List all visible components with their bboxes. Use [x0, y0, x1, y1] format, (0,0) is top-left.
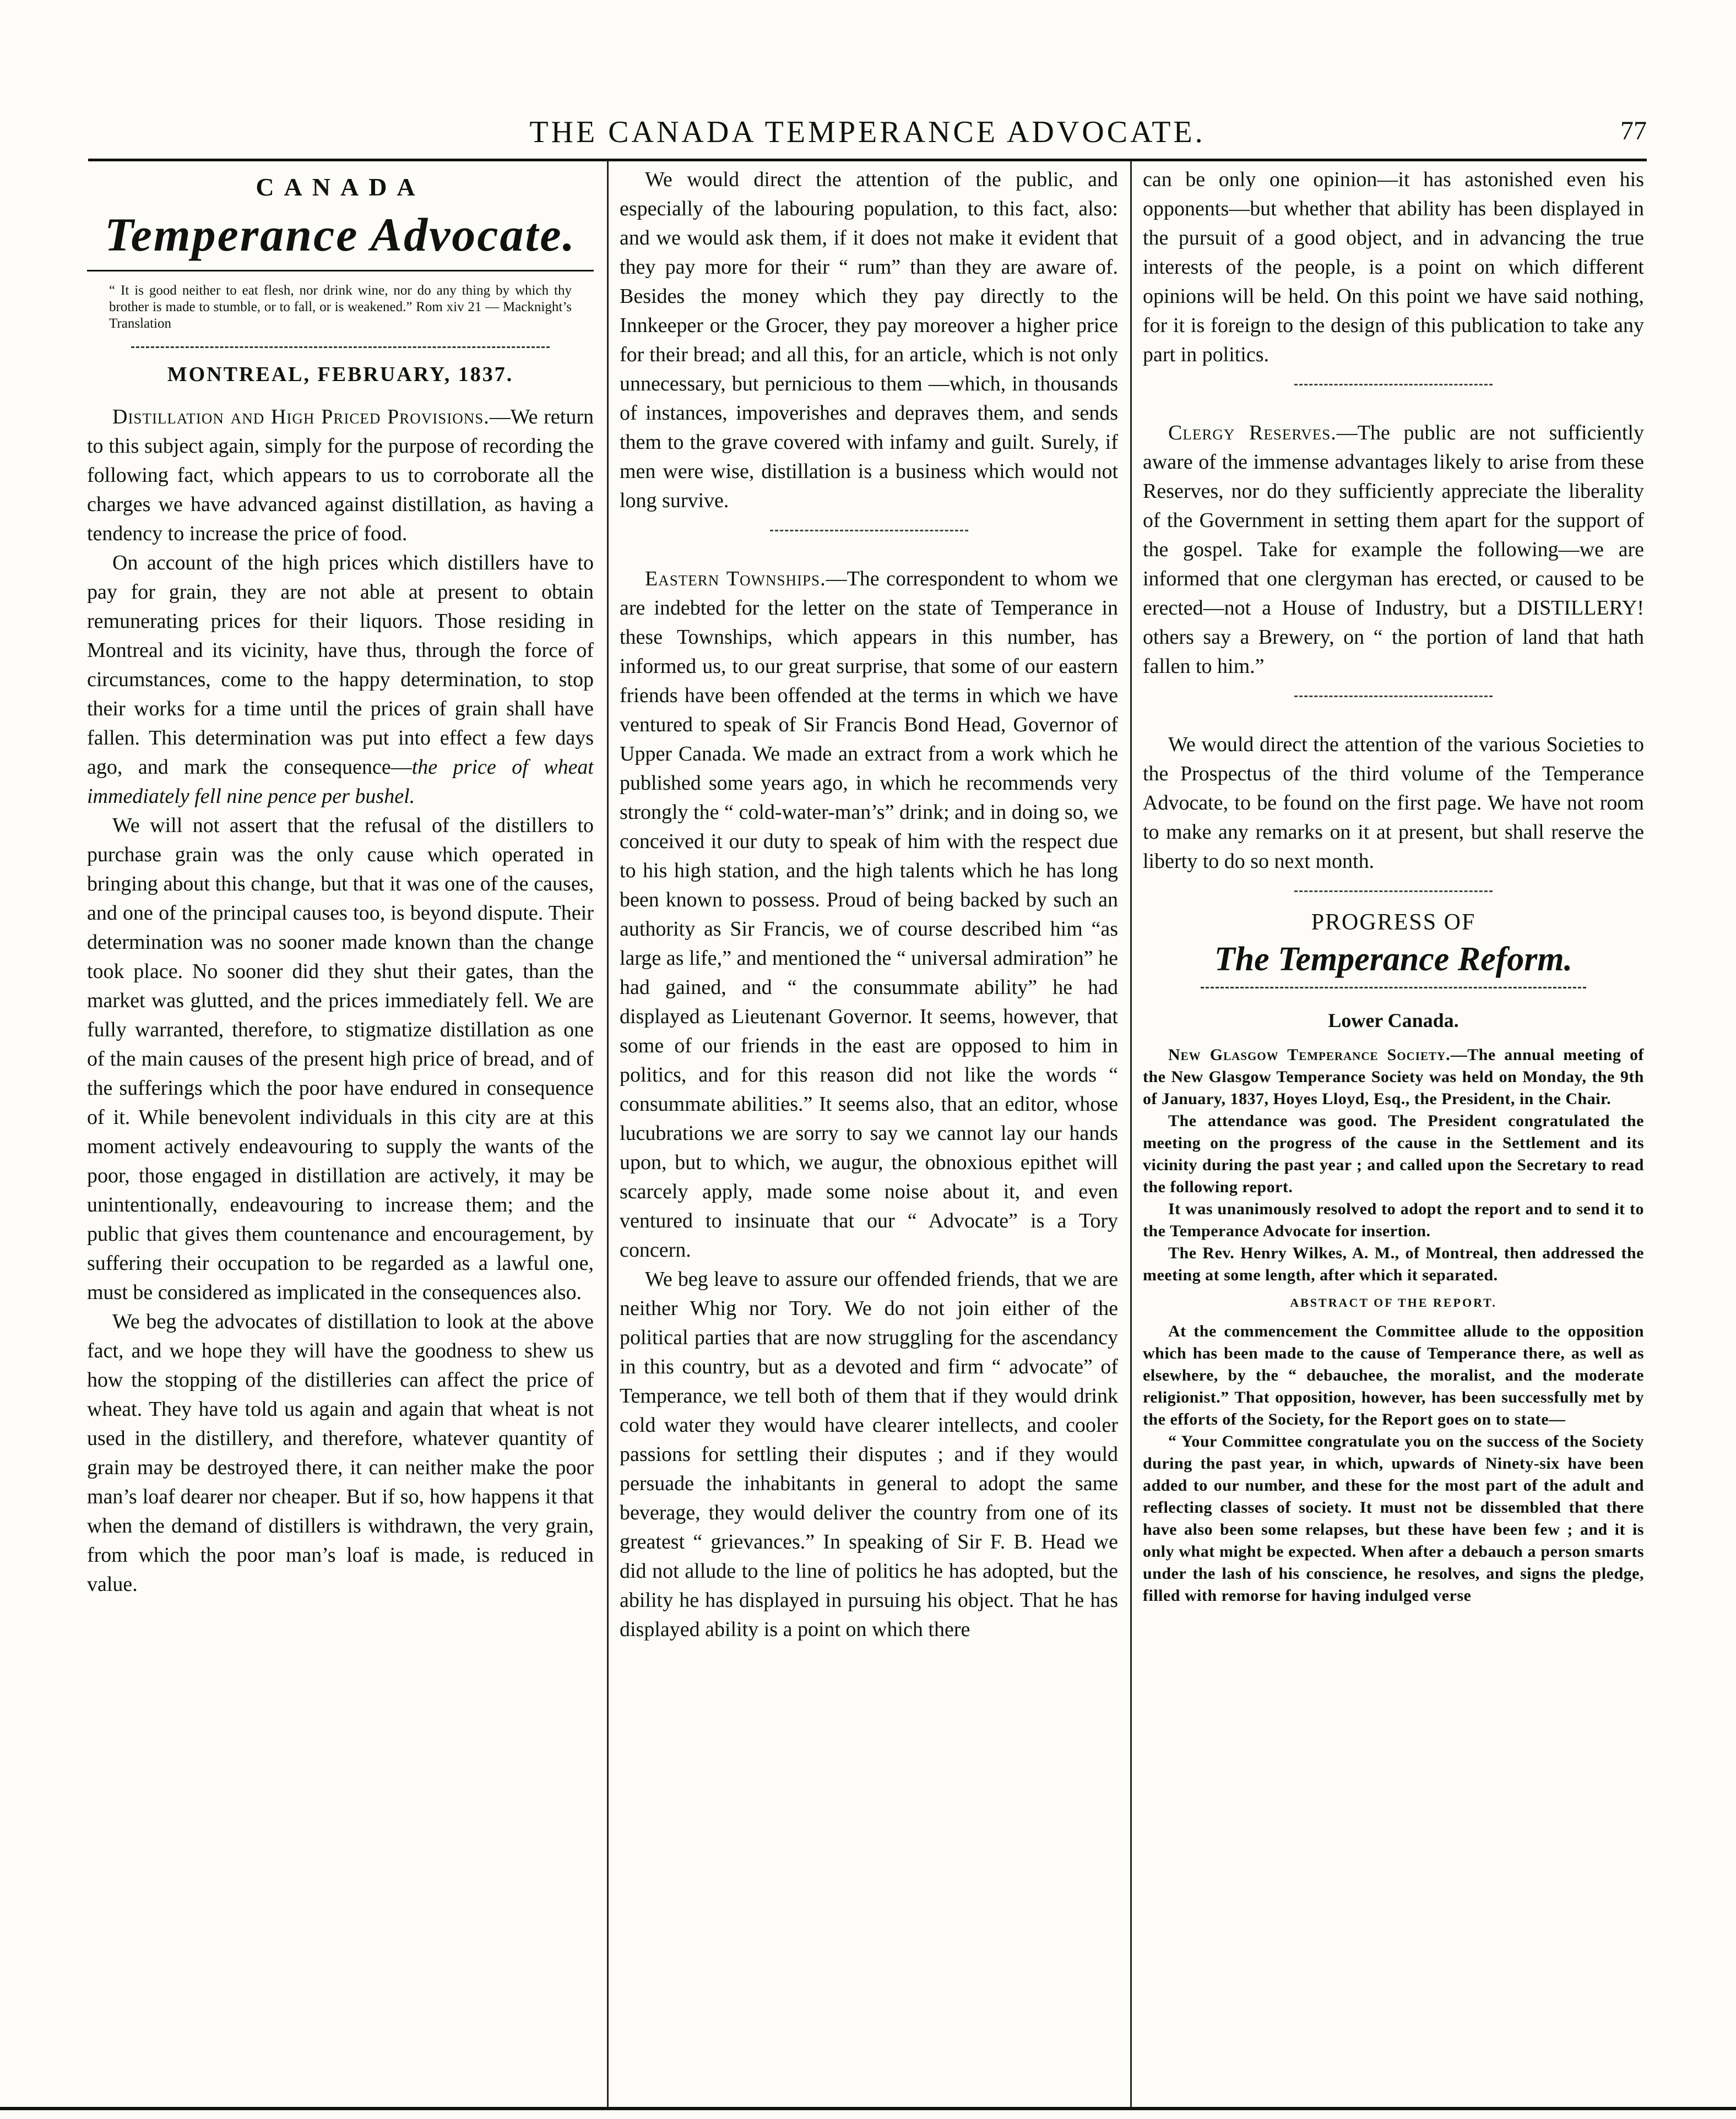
running-header: [88, 110, 1647, 160]
section-divider: [1294, 384, 1493, 385]
progress-heading: PROGRESS OF: [1311, 910, 1476, 935]
column-2: [620, 165, 1118, 2104]
report-paragraph-1: [1143, 1044, 1644, 1110]
column-divider-2: [1130, 161, 1132, 2107]
column-1: [87, 165, 594, 2104]
article-distillation-p1-text: —We return to this subject again, simply for the purpose of recording the following fact, which appears to us to corroborate all the charges we have advanced against distillation, as having a tendency to increase the price of food.: [87, 405, 594, 545]
article-labouring-population: We would direct the attention of the public, and especially of the labouring population, to this fact, also: and we would ask them, if it does not make it evident that they pay more for their “ rum” than they are aware of. Besides the money which they pay directly to the Innkeeper or the Grocer, they pay moreover a higher price for their bread; and all this, for an article, which is not only unnecessary, but pernicious to them —which, in thousands of instances, impoverishes and depraves them, and sends them to the grave covered with infamy and guilt. Surely, if men were wise, distillation is a business which would not long survive.: [620, 168, 1118, 512]
masthead-title: Temperance Advocate.: [104, 208, 577, 261]
report-new-glasgow: [1143, 1044, 1644, 1607]
article-distillation-p2-italic: the price of wheat immediately fell nine pence per bushel.: [87, 756, 594, 808]
column-divider-1: [607, 161, 609, 2107]
article-clergy-reserves: [1143, 419, 1644, 681]
progress-title: The Temperance Reform.: [1214, 941, 1573, 978]
article-clergy-reserves-text: —The public are not sufficiently aware of the immense advantages likely to arise from these Reserves, nor do they sufficiently appreciate the liberality of the Government in setting them apart for the support of the gospel. Take for example the following—we are informed that one clergyman has erected, or caused to be erected—not a House of Industry, but a DISTILLERY! others say a Brewery, on “ the portion of land that hath fallen to him.”: [1143, 421, 1644, 678]
article-prospectus-notice: We would direct the attention of the various Societies to the Prospectus of the third volume of the Temperance Advocate, to be found on the first page. We have not room to make any remarks on it at present, but shall reserve the liberty to do so next month.: [1143, 733, 1644, 873]
report-paragraph-1-text: —The annual meeting of the New Glasgow Temperance Society was held on Monday, the 9th of January, 1837, Hoyes Lloyd, Esq., the President, in the Chair.: [1143, 1046, 1644, 1108]
article-distillation-p2: [87, 548, 594, 811]
article-continued: can be only one opinion—it has astonished even his opponents—but whether that ability has been displayed in the pursuit of a good object, and in advancing the true interests of the people, is a point on which different opinions will be held. On this point we have said nothing, for it is foreign to the design of this publication to take any part in politics.: [1143, 168, 1644, 366]
region-heading: Lower Canada.: [1328, 1009, 1459, 1031]
header-rule: [88, 159, 1647, 161]
progress-dashed-rule: [1201, 987, 1586, 988]
article-eastern-townships-p1-text: —The correspondent to whom we are indebted for the letter on the state of Temperance in these Townships, which appears in this number, has informed us, to our great surprise, that some of our eastern friends have been offended at the terms in which we have ventured to speak of Sir Francis Bond Head, Governor of Upper Canada. We made an extract from a work which he published some years ago, in which he recommends very strongly the “ cold-water-man’s” drink; and in doing so, we conceived it our duty to speak of him with the respect due to his high station, and the high talents which he has long been known to possess. Proud of being backed by such an authority as Sir Francis, we of course described him “as large as life,” and mentioned the “ universal admiration” he had gained, and “ the consummate ability” he had displayed as Lieutenant Governor. It seems, however, that some of our friends in the east are opposed to him in politics, and for this reason did not like the words “ consummate abilities.” It seems also, that an editor, whose lucubrations we are sorry to say we cannot lay our hands upon, but to which, we augur, the obnoxious epithet will scarcely apply, made some noise about it, and even ventured to insinuate that our “ Advocate” is a Tory concern.: [620, 567, 1118, 1262]
article-distillation-p2-text: On account of the high prices which distillers have to pay for grain, they are not able at present to obtain remunerating prices for their liquors. Those residing in Montreal and its vicinity, have thus, through the force of circumstances, come to the happy determination, to stop their works for a time until the prices of grain shall have fallen. This determination was put into effect a few days ago, and mark the consequence—: [87, 551, 594, 779]
report-paragraph-5: At the commencement the Committee allude to the opposition which has been made to the cause of Temperance there, as well as elsewhere, by the “ debauchee, the moralist, and the moderate religionist.” That opposition, however, has been successfully met by the efforts of the Society, for the Report goes on to state—: [1143, 1322, 1644, 1428]
report-paragraph-3: It was unanimously resolved to adopt the report and to send it to the Temperance Advocate for insertion.: [1143, 1200, 1644, 1240]
masthead-canada: CANADA: [256, 173, 425, 201]
article-distillation-p3: We will not assert that the refusal of the distillers to purchase grain was the only cause which operated in bringing about this change, but that it was one of the causes, and one of the principal causes too, is beyond dispute. Their determination was no sooner made known than the change took place. No sooner did they shut their gates, than the market was glutted, and the prices immediately fell. We are fully warranted, therefore, to stigmatize distillation as one of the main causes of the present high price of bread, and of the sufferings which the poor have endured in consequence of it. While benevolent individuals in this city are at this moment actively endeavouring to supply the wants of the poor, those engaged in distillation are actively, it may be unintentionally, endeavouring to increase them; and the public that gives them countenance and encouragement, by suffering their occupation to be regarded as a lawful one, must be considered as implicated in the consequences also.: [87, 814, 594, 1304]
section-divider: [1294, 890, 1493, 892]
page-header-title: THE CANADA TEMPERANCE ADVOCATE.: [529, 115, 1206, 149]
report-paragraph-2: The attendance was good. The President congratulated the meeting on the progress of the cause in the Settlement and its vicinity during the past year ; and called upon the Secretary to read the following report.: [1143, 1112, 1644, 1196]
section-divider: [1294, 696, 1493, 697]
column-3: [1143, 165, 1644, 2104]
report-paragraph-6: “ Your Committee congratulate you on the success of the Society during the past year, in which, upwards of Ninety-six have been added to our number, and these for the most part of the adult and reflecting classes of society. It must not be dissembled that there have also been some relapses, but these have been few ; and it is only what might be expected. When after a debauch a person smarts under the lash of his conscience, he resolves, and signs the pledge, filled with remorse for having indulged verse: [1143, 1432, 1644, 1605]
page-bottom-rule: [0, 2107, 1736, 2110]
dateline: MONTREAL, FEBRUARY, 1837.: [167, 363, 514, 386]
article-clergy-reserves-heading: Clergy Reserves.: [1168, 421, 1337, 444]
article-distillation-p4: We beg the advocates of distillation to look at the above fact, and we hope they will have the goodness to shew us how the stopping of the distilleries can affect the price of wheat. They have told us again and again that wheat is not used in the distillery, and therefore, whatever quantity of grain may be destroyed there, it can neither make the poor man’s loaf dearer nor cheaper. But if so, how happens it that when the demand of distillers is withdrawn, the very grain, from which the poor man’s loaf is made, is reduced in value.: [87, 1310, 594, 1596]
section-divider: [770, 530, 968, 531]
masthead-dashed-rule: [131, 346, 550, 348]
report-society-heading: New Glasgow Temperance Society.: [1168, 1046, 1451, 1064]
article-eastern-townships-heading: Eastern Townships.: [645, 567, 826, 590]
page-number: 77: [1620, 116, 1647, 145]
article-eastern-townships-p1: [620, 564, 1118, 1265]
masthead-motto: “ It is good neither to eat flesh, nor drink wine, nor do any thing by which thy brother is made to stumble, or to fall, or is weakened.” Rom xiv 21 — Macknight’s Translation: [109, 283, 572, 331]
article-distillation-p1: [87, 403, 594, 548]
masthead-rule: [87, 270, 594, 271]
abstract-heading: ABSTRACT OF THE REPORT.: [1290, 1296, 1497, 1310]
article-eastern-townships-p2: We beg leave to assure our offended friends, that we are neither Whig nor Tory. We do not join either of the political parties that are now struggling for the ascendancy in this country, but as a devoted and firm “ advocate” of Temperance, we tell both of them that if they would drink cold water they would have clearer intellects, and cooler passions for settling their disputes ; and if they would persuade the inhabitants in general to adopt the same beverage, they would deliver the country from one of its greatest “ grievances.” In speaking of Sir F. B. Head we did not allude to the line of politics he has adopted, but the ability he has displayed in pursuing his object. That he has displayed ability is a point on which there: [620, 1268, 1118, 1641]
report-paragraph-4: The Rev. Henry Wilkes, A. M., of Montreal, then addressed the meeting at some length, after which it separated.: [1143, 1244, 1644, 1284]
article-distillation-heading: Distillation and High Priced Provisions.: [112, 405, 490, 428]
